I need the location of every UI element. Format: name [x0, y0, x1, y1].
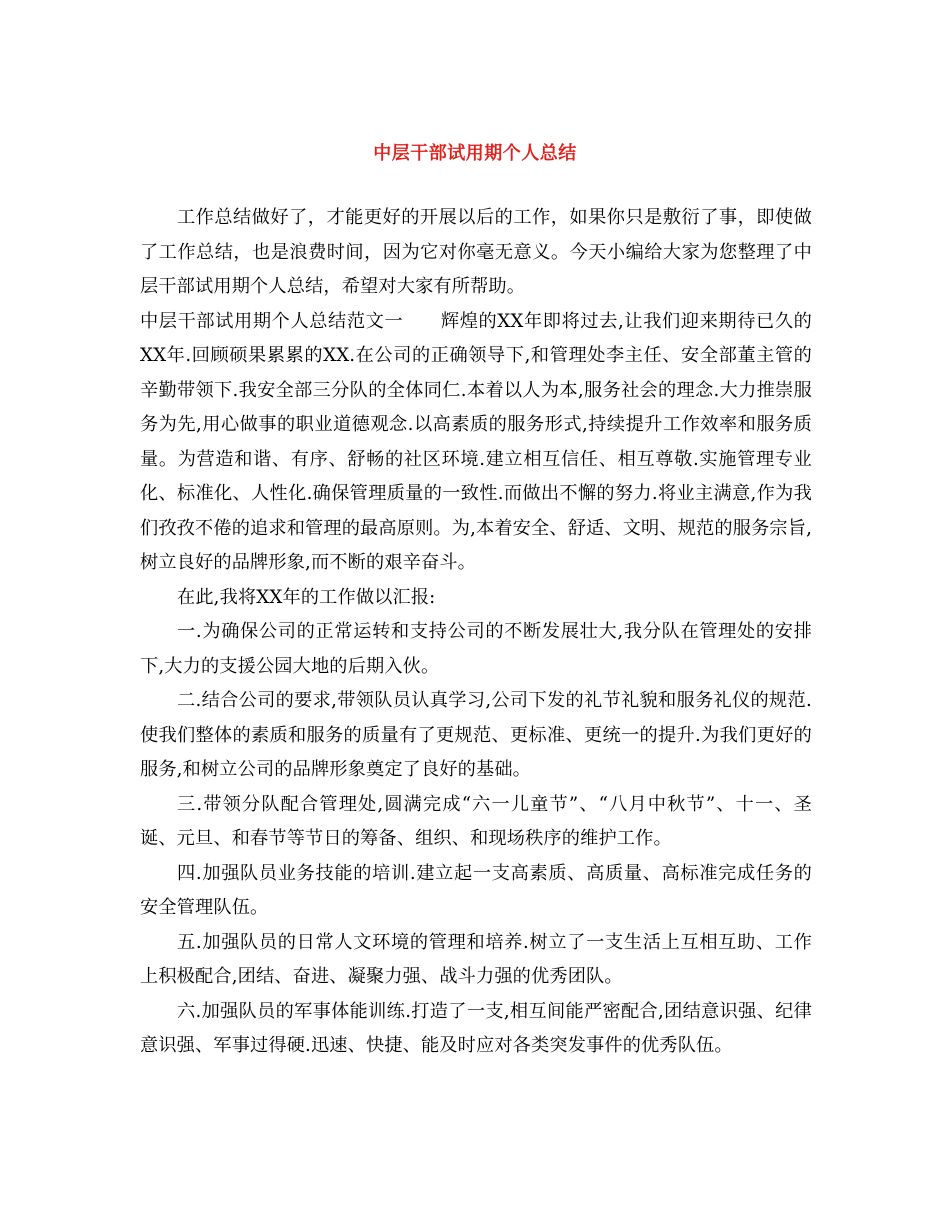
paragraph-item-5: 五.加强队员的日常人文环境的管理和培养.树立了一支生活上互相互助、工作上积极配合,团结、奋进、凝聚力强、战斗力强的优秀团队。	[140, 931, 812, 987]
paragraph-sample-heading: 中层干部试用期个人总结范文一 辉煌的XX年即将过去,让我们迎来期待已久的XX年.回顾硕果累累的XX.在公司的正确领导下,和管理处李主任、安全部董主管的辛勤带领下.我安全部三分队的全体同仁.本着以人为本,服务社会的理念.大力推崇服务为先,用心做事的职业道德观念.以高素质的服务形式,持续提升工作效率和服务质量。为营造和谐、有序、舒畅的社区环境.建立相互信任、相互尊敬.实施管理专业化、标准化、人性化.确保管理质量的一致性.而做出不懈的努力.将业主满意,作为我们孜孜不倦的追求和管理的最高原则。为,本着安全、舒适、文明、规范的服务宗旨,树立良好的品牌形象,而不断的艰辛奋斗。	[140, 310, 813, 573]
paragraph-item-1: 一.为确保公司的正常运转和支持公司的不断发展壮大,我分队在管理处的安排下,大力的支援公园大地的后期入伙。	[140, 621, 812, 677]
document-body	[140, 201, 812, 1064]
paragraph-item-2: 二.结合公司的要求,带领队员认真学习,公司下发的礼节礼貌和服务礼仪的规范.使我们整体的素质和服务的质量有了更规范、更标准、更统一的提升.为我们更好的服务,和树立公司的品牌形象奠定了良好的基础。	[140, 690, 812, 780]
paragraph-intro: 工作总结做好了，才能更好的开展以后的工作，如果你只是敷衍了事，即使做了工作总结，也是浪费时间，因为它对你毫无意义。今天小编给大家为您整理了中层干部试用期个人总结，希望对大家有所帮助。	[140, 207, 812, 297]
paragraph-item-4: 四.加强队员业务技能的培训.建立起一支高素质、高质量、高标准完成任务的安全管理队伍。	[140, 862, 812, 918]
paragraph-item-3: 三.带领分队配合管理处,圆满完成“六一儿童节”、“八月中秋节”、十一、圣诞、元旦、和春节等节日的筹备、组织、和现场秩序的维护工作。	[140, 793, 812, 849]
paragraph-report-intro: 在此,我将XX年的工作做以汇报:	[177, 586, 436, 608]
document-title: 中层干部试用期个人总结	[373, 143, 577, 164]
paragraph-item-6: 六.加强队员的军事体能训练.打造了一支,相互间能严密配合,团结意识强、纪律意识强、军事过得硬.迅速、快捷、能及时应对各类突发事件的优秀队伍。	[140, 1000, 812, 1056]
